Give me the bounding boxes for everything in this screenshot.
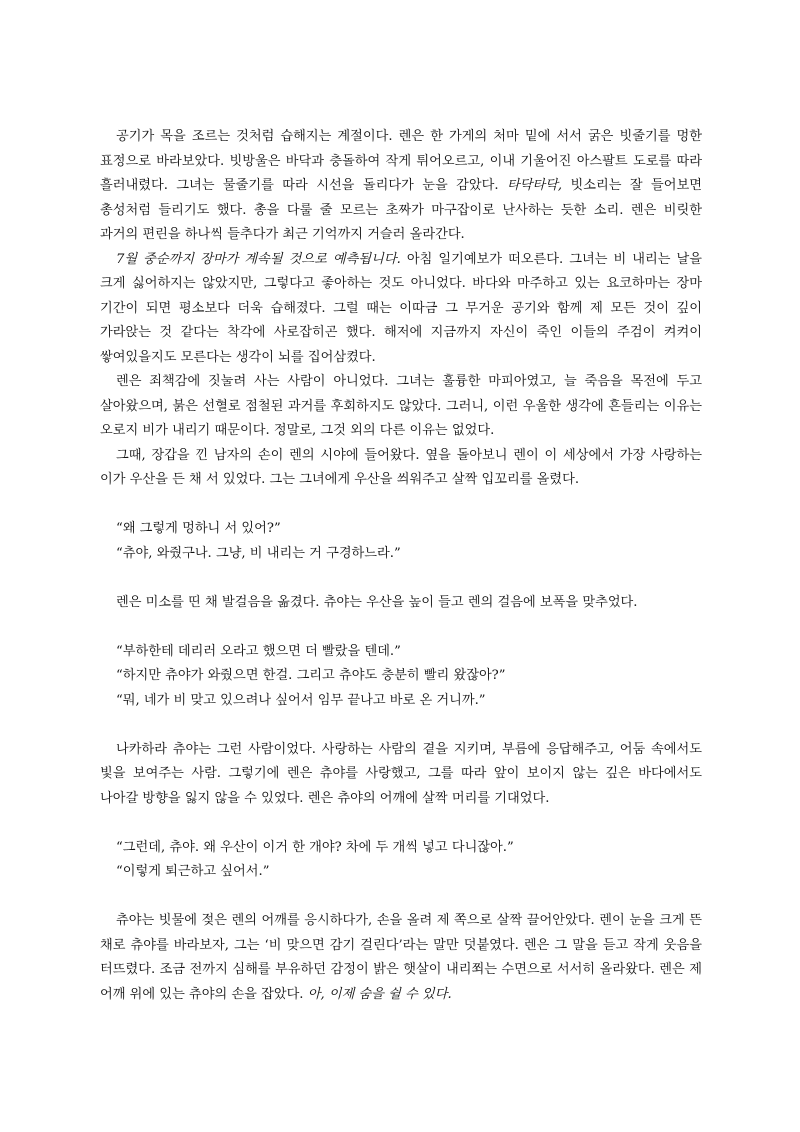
paragraph-text: 츄야는 빗물에 젖은 렌의 어깨를 응시하다가, 손을 올려 제 쪽으로 살짝 끌어안았다. 렌이 눈을 크게 뜬 채로 츄야를 바라보자, 그는 ‘비 맞으면 감기 걸린다’라는 말만 덧붙였다. 렌은 그 말을 듣고 작게 웃음을 터뜨렸다. 조금 전까지 심해를 부유하던 감정이 밝은 햇살이 내리쬐는 수면으로 서서히 올라왔다. 렌은 제 어깨 위에 있는 츄야의 손을 잡았다. [100, 913, 702, 1002]
paragraph-gap [100, 566, 702, 591]
dialogue-line: “왜 그렇게 멍하니 서 있어?” [116, 521, 281, 536]
paragraph-umbrella-arrival: 그때, 장갑을 낀 남자의 손이 렌의 시야에 들어왔다. 옆을 돌아보니 렌이 이 세상에서 가장 사랑하는 이가 우산을 든 채 서 있었다. 그는 그녀에게 우산을 씌워주고 살짝 입꼬리를 올렸다. [100, 447, 702, 487]
dialogue-line: “뭐, 네가 비 맞고 있으려나 싶어서 임무 끝나고 바로 온 거니까.” [116, 692, 486, 708]
paragraph-gap [100, 811, 702, 836]
paragraph-text: 공기가 목을 조르는 것처럼 습해지는 계절이다. 렌은 한 가게의 처마 밑에 서서 굵은 빗줄기를 멍한 표정으로 바라보았다. 빗방울은 바닥과 충돌하여 작게 튀어오르고, 이내 기울어진 아스팔트 도로를 따라 흘러내렸다. 그녀는 물줄기를 따라 시선을 돌리다가 눈을 감았다. [100, 129, 702, 193]
paragraph-gap [100, 493, 702, 518]
paragraph-walking: 렌은 미소를 띤 채 발걸음을 옮겼다. 츄야는 우산을 높이 들고 렌의 걸음에 보폭을 맞추었다. [116, 594, 638, 610]
paragraph-rain-season [100, 125, 702, 248]
paragraph-text: 빗소리는 잘 들어보면 총성처럼 들리기도 했다. 총을 다룰 줄 모르는 초짜가 마구잡이로 난사하는 듯한 소리. 렌은 비릿한 과거의 편린을 하나씩 들추다가 최근 기억까지 거슬러 올라간다. [100, 178, 702, 242]
paragraph-gap [100, 713, 702, 738]
paragraph-weather-forecast [100, 248, 702, 371]
paragraph-gap [100, 615, 702, 640]
paragraph-text: 아침 일기예보가 떠오른다. 그녀는 비 내리는 날을 크게 싫어하지는 않았지만, 그렇다고 좋아하는 것도 아니었다. 바다와 마주하고 있는 요코하마는 장마 기간이 되면 평소보다 더욱 습해졌다. 그럴 때는 이따금 그 무거운 공기와 함께 제 모든 것이 깊이 가라앉는 것 같다는 착각에 사로잡히곤 했다. 해저에 지금까지 자신이 죽인 이들의 주검이 켜켜이 쌓여있을지도 모른다는 생각이 뇌를 집어삼켰다. [100, 251, 702, 365]
closing-italic: 아, 이제 숨을 쉴 수 있다. [307, 986, 452, 1002]
paragraph-gap [100, 885, 702, 910]
dialogue-line: “그런데, 츄야. 왜 우산이 이거 한 개야? 차에 두 개씩 넣고 다니잖아.” [116, 839, 514, 855]
onomatopoeia-italic: 타닥타닥, [506, 178, 563, 193]
dialogue-line: “이렇게 퇴근하고 싶어서.” [116, 864, 270, 879]
story-text [100, 125, 702, 1007]
forecast-italic: 7월 중순까지 장마가 계속될 것으로 예측됩니다. [116, 251, 401, 267]
paragraph-guilt: 렌은 죄책감에 짓눌려 사는 사람이 아니었다. 그녀는 훌륭한 마피아였고, 늘 죽음을 목전에 두고 살아왔으며, 붉은 선혈로 점철된 과거를 후회하지도 않았다. 그러니, 이런 우울한 생각에 흔들리는 이유는 오로지 비가 내리기 때문이다. 정말로, 그것 외의 다른 이유는 없었다. [100, 374, 702, 438]
paragraph-ending [100, 909, 702, 1007]
dialogue-line: “부하한테 데리러 오라고 했으면 더 빨랐을 텐데.” [116, 643, 401, 659]
dialogue-line: “츄야, 와줬구나. 그냥, 비 내리는 거 구경하느라.” [116, 545, 401, 561]
paragraph-chuuya: 나카하라 츄야는 그런 사람이었다. 사랑하는 사람의 곁을 지키며, 부름에 응답해주고, 어둠 속에서도 빛을 보여주는 사람. 그렇기에 렌은 츄야를 사랑했고, 그를 따라 앞이 보이지 않는 깊은 바다에서도 나아갈 방향을 잃지 않을 수 있었다. 렌은 츄야의 어깨에 살짝 머리를 기대었다. [100, 741, 702, 806]
dialogue-line: “하지만 츄야가 와줬으면 한걸. 그리고 츄야도 충분히 빨리 왔잖아?” [116, 668, 506, 683]
